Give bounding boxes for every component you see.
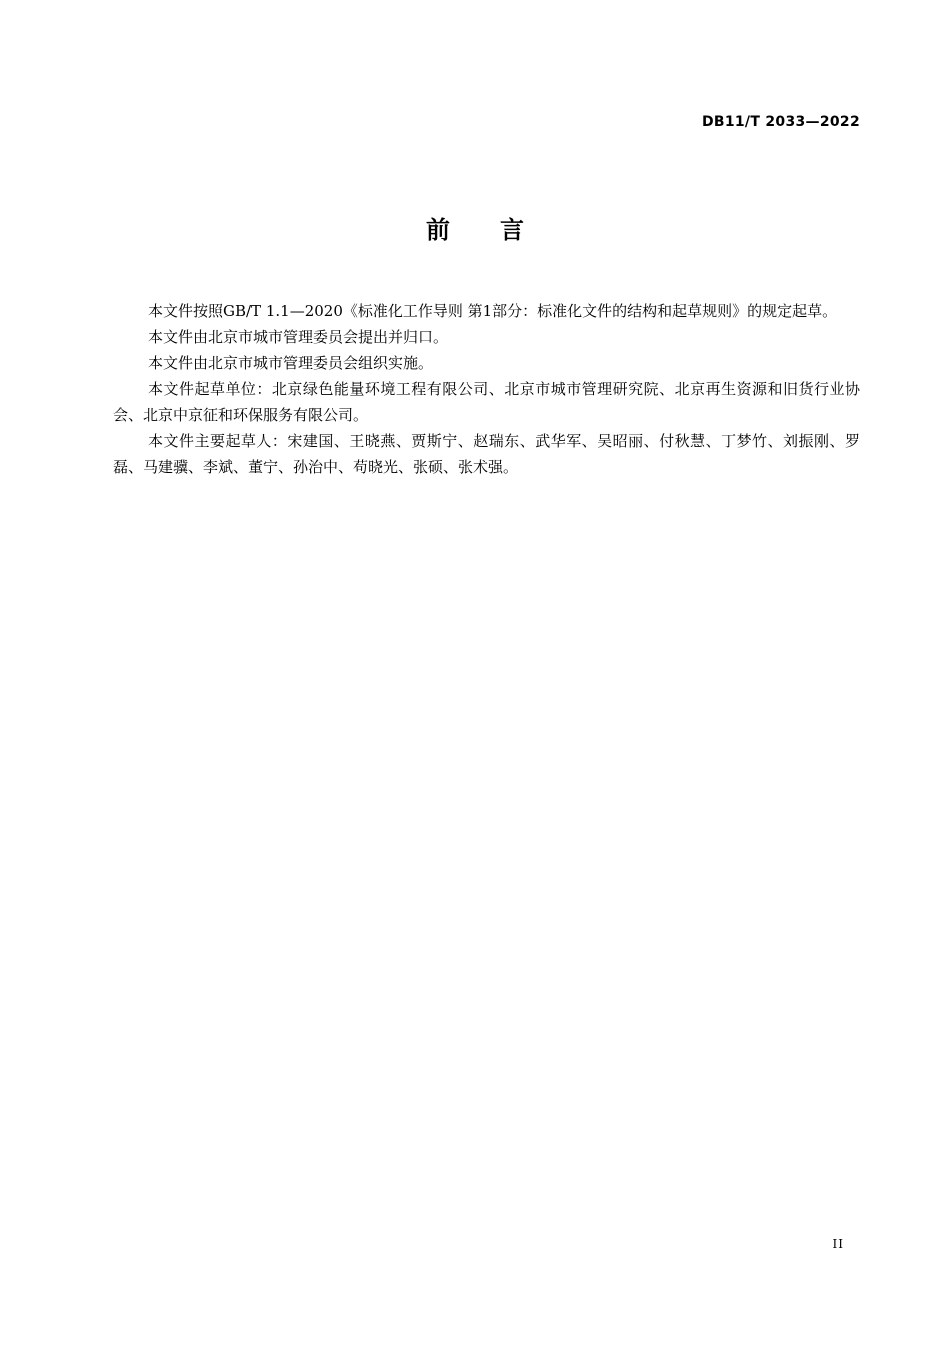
paragraph-drafting-units: 本文件起草单位：北京绿色能量环境工程有限公司、北京市城市管理研究院、北京再生资源和旧货行业协会、北京中京征和环保服务有限公司。: [113, 380, 860, 424]
preface-content: [113, 298, 860, 480]
paragraph-drafters: 本文件主要起草人：宋建国、王晓燕、贾斯宁、赵瑞东、武华军、吴昭丽、付秋慧、丁梦竹、刘振刚、罗磊、马建骥、李斌、董宁、孙治中、苟晓光、张硕、张术强。: [113, 432, 860, 476]
paragraph-organizer: 本文件由北京市城市管理委员会组织实施。: [148, 354, 434, 372]
document-code: DB11/T 2033—2022: [701, 114, 860, 130]
page-number: II: [832, 1237, 844, 1251]
paragraph-standard-basis: 本文件按照GB/T 1.1—2020《标准化工作导则 第1部分：标准化文件的结构和起草规则》的规定起草。: [148, 302, 838, 320]
page-title: 前言: [426, 216, 574, 244]
paragraph-proposer: 本文件由北京市城市管理委员会提出并归口。: [148, 328, 449, 346]
